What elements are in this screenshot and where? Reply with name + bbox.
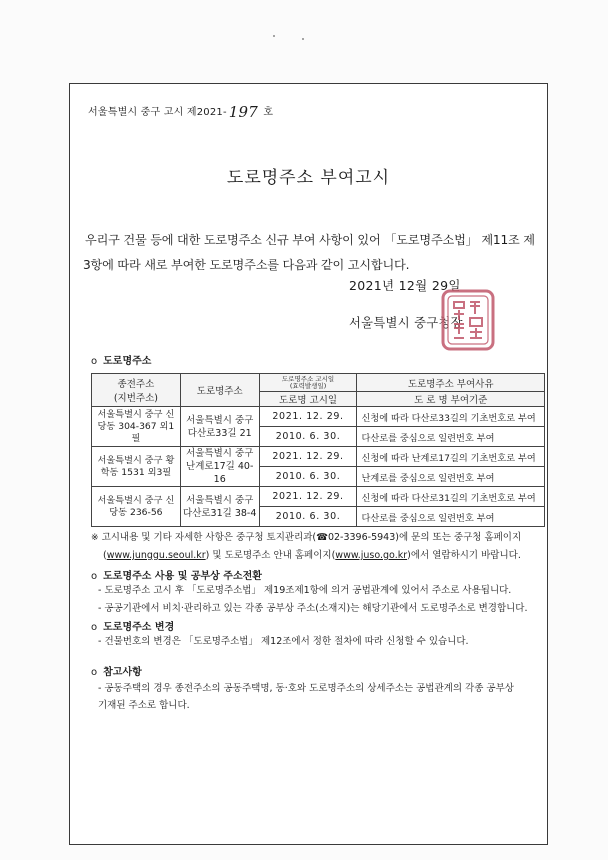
basis-cell: 다산로를 중심으로 일련번호 부여 xyxy=(357,427,545,447)
list-item: - 공동주택의 경우 종전주소의 공동주택명, 동·호와 도로명주소의 상세주소는 공법관계의 각종 공부상 기재된 주소로 합니다. xyxy=(98,683,514,711)
road-notice-date-cell: 2010. 6. 30. xyxy=(259,467,357,487)
basis-cell: 다산로를 중심으로 일련번호 부여 xyxy=(357,507,545,527)
footnote: ※ 고시내용 및 기타 자세한 사항은 중구청 토지관리과(☎02-3396-5943)에 문의 또는 중구청 홈페이지 (www.junggu.seoul.kr) 및 도로명주소 안내 홈페이지(www.juso.go.kr)에서 열람하시기 바랍니다. xyxy=(91,532,522,561)
handwritten-notice-number: 197 xyxy=(228,103,259,121)
road-notice-date-cell: 2010. 6. 30. xyxy=(259,427,357,447)
footnote-text-1: 고시내용 및 기타 자세한 사항은 중구청 토지관리과(☎02-3396-5943)에 문의 또는 중구청 홈페이지 xyxy=(101,532,522,543)
old-address-cell: 서울특별시 중구 신당동 304-367 외1필 xyxy=(92,407,181,447)
reference-items xyxy=(98,680,518,714)
usage-items xyxy=(98,582,543,618)
notice-date-cell: 2021. 12. 29. xyxy=(259,447,357,467)
old-address-cell: 서울특별시 중구 황학동 1531 외3필 xyxy=(92,447,181,487)
basis-cell: 신청에 따라 다산로31길의 기초번호로 부여 xyxy=(357,487,545,507)
list-item: - 건물번호의 변경은 「도로명주소법」 제12조에서 정한 절차에 따라 신청할 수 있습니다. xyxy=(98,636,469,647)
header-old-address-sub: (지번주소) xyxy=(113,393,158,404)
section-label: 도로명주소 xyxy=(103,356,152,367)
notice-date-cell: 2021. 12. 29. xyxy=(259,487,357,507)
juso-homepage-link[interactable]: www.juso.go.kr xyxy=(335,550,408,561)
bullet-icon: o xyxy=(91,571,98,582)
junggu-homepage-link[interactable]: www.junggu.seoul.kr xyxy=(106,550,206,561)
bullet-icon: o xyxy=(91,667,98,678)
header-notice-date xyxy=(259,374,357,392)
section-label: 참고사항 xyxy=(103,667,142,678)
scan-speck xyxy=(302,38,304,40)
road-address-table xyxy=(91,373,545,527)
basis-cell: 신청에 따라 다산로33길의 기초번호로 부여 xyxy=(357,407,545,427)
footnote-text-3: )에서 열람하시기 바랍니다. xyxy=(407,550,521,561)
intro-paragraph: 우리구 건물 등에 대한 도로명주소 신규 부여 사항이 있어 「도로명주소법」 제11조 제3항에 따라 새로 부여한 도로명주소를 다음과 같이 고시합니다. xyxy=(83,233,535,272)
table-row xyxy=(92,487,545,507)
notice-title: 도로명주소 부여고시 xyxy=(226,168,391,188)
list-item: - 공공기관에서 비치·관리하고 있는 각종 공부상 주소(소재지)는 해당기관에서 도로명주소로 변경합니다. xyxy=(98,603,528,614)
header-effective-date-label: (효력발생일) xyxy=(289,381,327,390)
table-row xyxy=(92,407,545,427)
road-address-cell: 서울특별시 중구 다산로31길 38-4 xyxy=(180,487,259,527)
section-label: 도로명주소 변경 xyxy=(103,622,175,633)
notice-document xyxy=(69,83,548,845)
basis-cell: 신청에 따라 난계로17길의 기초번호로 부여 xyxy=(357,447,545,467)
footnote-text-2: 및 도로명주소 안내 홈페이지( xyxy=(212,550,336,561)
scan-speck xyxy=(273,35,275,37)
notice-date: 2021년 12월 29일 xyxy=(349,278,461,293)
header-old-address xyxy=(92,374,181,407)
official-seal-stamp xyxy=(440,288,496,352)
notice-number-prefix: 서울특별시 중구 고시 제2021- xyxy=(88,107,227,118)
header-reason: 도로명주소 부여사유 xyxy=(357,374,545,392)
bullet-icon: o xyxy=(91,622,98,633)
header-road-address: 도로명주소 xyxy=(180,374,259,407)
header-old-address-label: 종전주소 xyxy=(117,379,155,390)
issuer-name: 서울특별시 중구청장 xyxy=(349,316,463,330)
header-road-notice-date: 도로명 고시일 xyxy=(259,392,357,407)
notice-date-cell: 2021. 12. 29. xyxy=(259,407,357,427)
road-notice-date-cell: 2010. 6. 30. xyxy=(259,507,357,527)
section-change-heading xyxy=(91,618,174,633)
old-address-cell: 서울특별시 중구 신당동 236-56 xyxy=(92,487,181,527)
section-road-address-heading xyxy=(91,352,151,367)
section-reference-heading xyxy=(91,663,142,678)
bullet-icon: o xyxy=(91,356,98,367)
notice-number-suffix: 호 xyxy=(263,107,274,118)
table-row xyxy=(92,447,545,467)
reference-mark: ※ xyxy=(91,533,99,543)
basis-cell: 난계로를 중심으로 일련번호 부여 xyxy=(357,467,545,487)
change-items xyxy=(98,633,543,651)
section-label: 도로명주소 사용 및 공부상 주소전환 xyxy=(103,571,262,582)
road-address-cell: 서울특별시 중구 다산로33길 21 xyxy=(180,407,259,447)
notice-number xyxy=(88,101,273,119)
section-usage-heading xyxy=(91,567,262,582)
header-naming-basis: 도 로 명 부여기준 xyxy=(357,392,545,407)
road-address-cell: 서울특별시 중구 난계로17길 40-16 xyxy=(180,447,259,487)
list-item: - 도로명주소 고시 후 「도로명주소법」 제19조제1항에 의거 공법관계에 있어서 주소로 사용됩니다. xyxy=(98,585,512,596)
header-notice-date-label: 도로명주소 고시일 xyxy=(281,374,335,383)
